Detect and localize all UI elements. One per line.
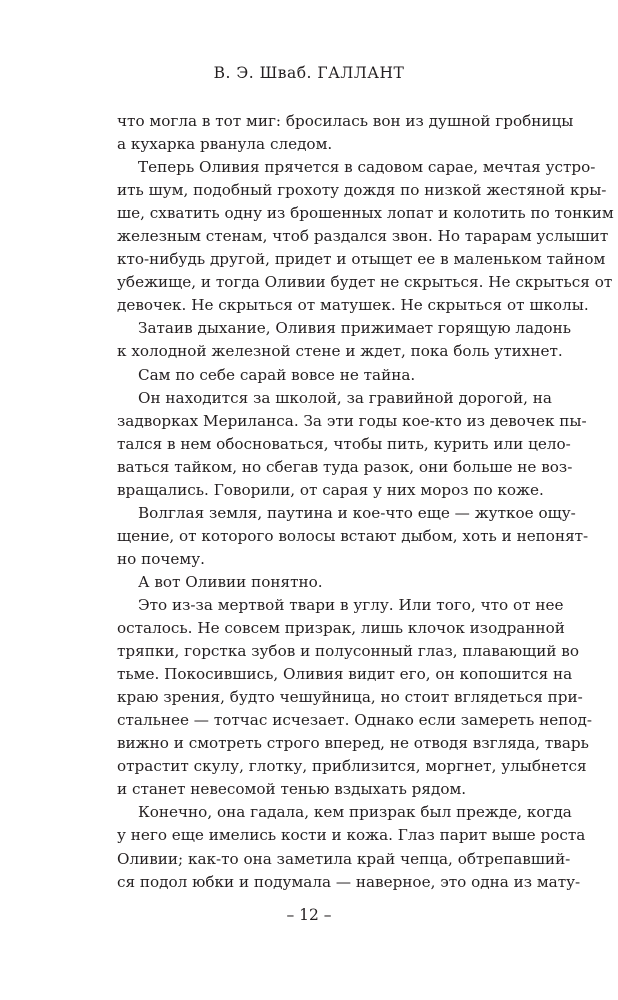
text-line: Теперь Оливия прячется в садовом сарае, мечтая устро- bbox=[138, 158, 596, 177]
text-line: Сам по себе сарай вовсе не тайна. bbox=[138, 365, 416, 384]
text-line: Он находится за школой, за гравийной дорогой, на bbox=[138, 388, 552, 407]
text-line: Это из-за мертвой твари в углу. Или того, что от нее bbox=[138, 595, 564, 614]
text-line: Конечно, она гадала, кем призрак был прежде, когда bbox=[138, 803, 572, 822]
body-text bbox=[117, 110, 614, 894]
page-number: – 12 – bbox=[286, 906, 332, 924]
text-line: ваться тайком, но сбегав туда разок, они больше не воз- bbox=[117, 457, 573, 476]
text-line: задворках Мериланса. За эти годы кое-кто из девочек пы- bbox=[117, 411, 587, 430]
text-line: Оливии; как-то она заметила край чепца, обтрепавший- bbox=[117, 849, 571, 868]
text-line: вижно и смотреть строго вперед, не отводя взгляда, тварь bbox=[117, 734, 589, 753]
text-line: Затаив дыхание, Оливия прижимает горящую ладонь bbox=[138, 319, 571, 338]
text-line: осталось. Не совсем призрак, лишь клочок изодранной bbox=[117, 619, 565, 638]
text-line: тряпки, горстка зубов и полусонный глаз, плавающий во bbox=[117, 642, 579, 661]
text-line: ить шум, подобный грохоту дождя по низкой жестяной кры- bbox=[117, 181, 607, 200]
text-line: А вот Оливии понятно. bbox=[138, 572, 323, 591]
text-line: ше, схватить одну из брошенных лопат и колотить по тонким bbox=[117, 204, 614, 223]
text-line: ся подол юбки и подумала — наверное, это одна из мату- bbox=[117, 872, 581, 891]
text-line: стальнее — тотчас исчезает. Однако если замереть непод- bbox=[117, 711, 592, 730]
text-line: тался в нем обосноваться, чтобы пить, курить или цело- bbox=[117, 434, 571, 453]
text-line: убежище, и тогда Оливии будет не скрыться. Не скрыться от bbox=[117, 273, 613, 292]
running-head: В. Э. Шваб. ГАЛЛАНТ bbox=[213, 64, 405, 82]
text-line: что могла в тот миг: бросилась вон из душной гробницы bbox=[117, 112, 574, 130]
text-line: железным стенам, чтоб раздался звон. Но тарарам услышит bbox=[117, 227, 609, 246]
text-line: и станет невесомой тенью вздыхать рядом. bbox=[117, 780, 467, 799]
text-line: а кухарка рванула следом. bbox=[117, 135, 333, 154]
text-line: краю зрения, будто чешуйница, но стоит вглядеться при- bbox=[117, 688, 583, 707]
text-line: вращались. Говорили, от сарая у них мороз по коже. bbox=[117, 480, 544, 499]
text-line: кто-нибудь другой, придет и отыщет ее в маленьком тайном bbox=[117, 250, 606, 269]
text-line: у него еще имелись кости и кожа. Глаз парит выше роста bbox=[117, 826, 586, 845]
text-line: к холодной железной стене и ждет, пока боль утихнет. bbox=[117, 342, 563, 361]
text-line: тьме. Покосившись, Оливия видит его, он копошится на bbox=[117, 665, 573, 684]
text-line: девочек. Не скрыться от матушек. Не скрыться от школы. bbox=[117, 296, 589, 315]
text-line: щение, от которого волосы встают дыбом, хоть и непонят- bbox=[117, 526, 589, 545]
text-line: отрастит скулу, глотку, приблизится, моргнет, улыбнется bbox=[117, 757, 587, 776]
text-line: но почему. bbox=[117, 549, 205, 568]
text-line: Волглая земля, паутина и кое-что еще — жуткое ощу- bbox=[138, 503, 576, 522]
